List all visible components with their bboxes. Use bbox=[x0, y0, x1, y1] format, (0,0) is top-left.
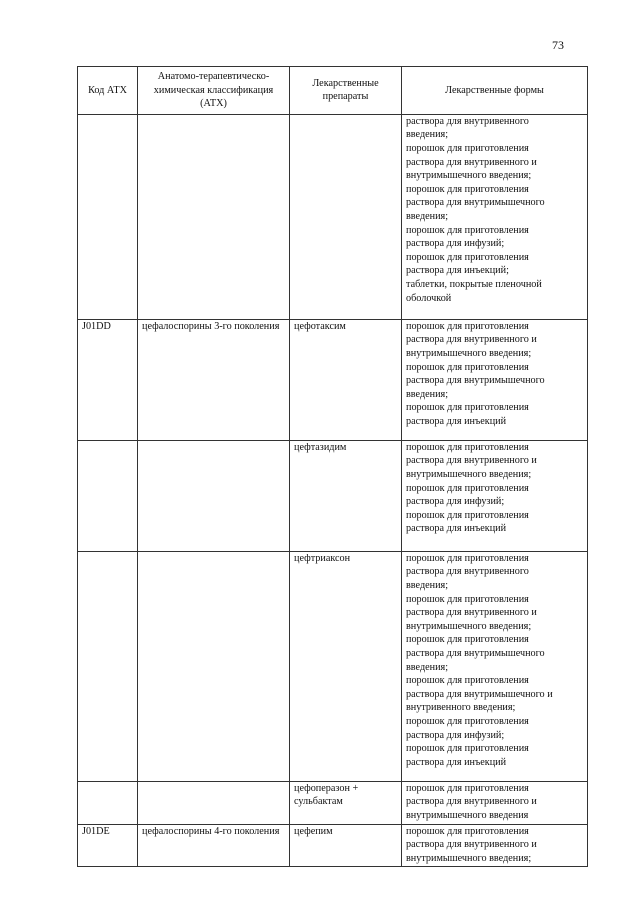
table-row bbox=[78, 824, 588, 866]
cell-atx-code: J01DD bbox=[78, 319, 138, 440]
cell-classification: цефалоспорины 3-го поколения bbox=[138, 319, 290, 440]
cell-dosage-forms: раствора для внутривенного введения; порошок для приготовления раствора для внутривенного и внутримышечного введения; порошок для приготовления раствора для внутримышечного введения; порошок для приготовления раствора для инфузий; порошок для приготовления раствора для инъекций; таблетки, покрытые пленочной оболочкой bbox=[402, 114, 588, 319]
page-number: 73 bbox=[552, 38, 564, 52]
table-header-row bbox=[78, 67, 588, 115]
cell-dosage-forms: порошок для приготовления раствора для внутривенного и внутримышечного введения bbox=[402, 781, 588, 824]
table-row bbox=[78, 781, 588, 824]
cell-drug bbox=[290, 114, 402, 319]
cell-drug: цефепим bbox=[290, 824, 402, 866]
table-row bbox=[78, 114, 588, 319]
cell-drug: цефоперазон + сульбактам bbox=[290, 781, 402, 824]
cell-classification bbox=[138, 114, 290, 319]
cell-classification bbox=[138, 440, 290, 551]
cell-dosage-forms: порошок для приготовления раствора для внутривенного и внутримышечного введения; порошок для приготовления раствора для инфузий; порошок для приготовления раствора для инъекций bbox=[402, 440, 588, 551]
header-atx-code: Код АТХ bbox=[78, 67, 138, 115]
header-dosage-forms: Лекарственные формы bbox=[402, 67, 588, 115]
table-row bbox=[78, 440, 588, 551]
cell-atx-code bbox=[78, 781, 138, 824]
cell-dosage-forms: порошок для приготовления раствора для внутривенного и внутримышечного введения; порошок для приготовления раствора для внутримышечного введения; порошок для приготовления раствора для инъекций bbox=[402, 319, 588, 440]
cell-dosage-forms: порошок для приготовления раствора для внутривенного и внутримышечного введения; bbox=[402, 824, 588, 866]
table-row bbox=[78, 319, 588, 440]
cell-drug: цефтазидим bbox=[290, 440, 402, 551]
header-atx-classification: Анатомо-терапевтическо-химическая классификация (АТХ) bbox=[138, 67, 290, 115]
cell-classification bbox=[138, 551, 290, 781]
table-row bbox=[78, 551, 588, 781]
cell-atx-code: J01DE bbox=[78, 824, 138, 866]
header-drugs: Лекарственные препараты bbox=[290, 67, 402, 115]
cell-atx-code bbox=[78, 440, 138, 551]
cell-atx-code bbox=[78, 551, 138, 781]
cell-dosage-forms: порошок для приготовления раствора для внутривенного введения; порошок для приготовления раствора для внутривенного и внутримышечного введения; порошок для приготовления раствора для внутримышечного введения; порошок для приготовления раствора для внутримышечного и внутривенного введения; порошок для приготовления раствора для инфузий; порошок для приготовления раствора для инъекций bbox=[402, 551, 588, 781]
cell-drug: цефтриаксон bbox=[290, 551, 402, 781]
cell-classification bbox=[138, 781, 290, 824]
cell-classification: цефалоспорины 4-го поколения bbox=[138, 824, 290, 866]
atx-drug-table bbox=[77, 66, 588, 867]
cell-drug: цефотаксим bbox=[290, 319, 402, 440]
cell-atx-code bbox=[78, 114, 138, 319]
